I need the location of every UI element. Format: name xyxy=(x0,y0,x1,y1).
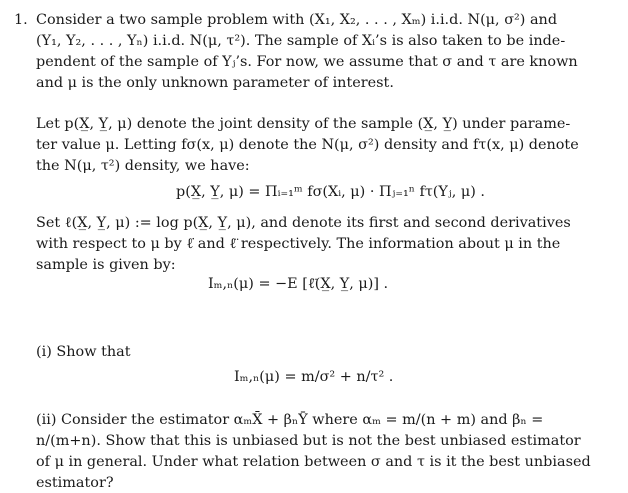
para2-line-1: Let p(X̲, Y̲, μ) denote the joint density of the sample (X̲, Y̲) under parame- xyxy=(36,116,571,132)
part-ii-line-4: estimator? xyxy=(36,475,114,491)
para3-line-1: Set ℓ(X̲, Y̲, μ) := log p(X̲, Y̲, μ), and denote its first and second derivatives xyxy=(36,215,571,231)
para3-line-2: with respect to μ by ℓ̇ and ℓ̈ respectively. The information about μ in the xyxy=(36,236,561,252)
equation-information-result: Iₘ,ₙ(μ) = m/σ² + n/τ² . xyxy=(234,369,394,385)
para1-line-3: pendent of the sample of Yⱼ’s. For now, we assume that σ and τ are known xyxy=(36,54,578,70)
part-ii-line-3: of μ in general. Under what relation between σ and τ is it the best unbiased xyxy=(36,454,591,470)
part-i-label: (i) Show that xyxy=(36,344,131,360)
part-ii-line-2: n/(m+n). Show that this is unbiased but is not the best unbiased estimator xyxy=(36,433,581,449)
part-ii-line-1: (ii) Consider the estimator αₘX̄ + βₙȲ where αₘ = m/(n + m) and βₙ = xyxy=(36,412,544,428)
equation-joint-density: p(X̲, Y̲, μ) = Πᵢ₌₁ᵐ fσ(Xᵢ, μ) · Πⱼ₌₁ⁿ fτ(Yⱼ, μ) . xyxy=(176,184,485,200)
para1-line-4: and μ is the only unknown parameter of interest. xyxy=(36,75,394,91)
equation-information: Iₘ,ₙ(μ) = −E [ℓ̈(X̲, Y̲, μ)] . xyxy=(208,276,389,292)
para2-line-2: ter value μ. Letting fσ(x, μ) denote the N(μ, σ²) density and fτ(x, μ) denote xyxy=(36,137,579,153)
para3-line-3: sample is given by: xyxy=(36,257,176,273)
problem-number: 1. xyxy=(14,12,28,28)
para1-line-1: Consider a two sample problem with (X₁, X₂, . . . , Xₘ) i.i.d. N(μ, σ²) and xyxy=(36,12,558,28)
para2-line-3: the N(μ, τ²) density, we have: xyxy=(36,158,250,174)
para1-line-2: (Y₁, Y₂, . . . , Yₙ) i.i.d. N(μ, τ²). The sample of Xᵢ’s is also taken to be inde- xyxy=(36,33,566,49)
